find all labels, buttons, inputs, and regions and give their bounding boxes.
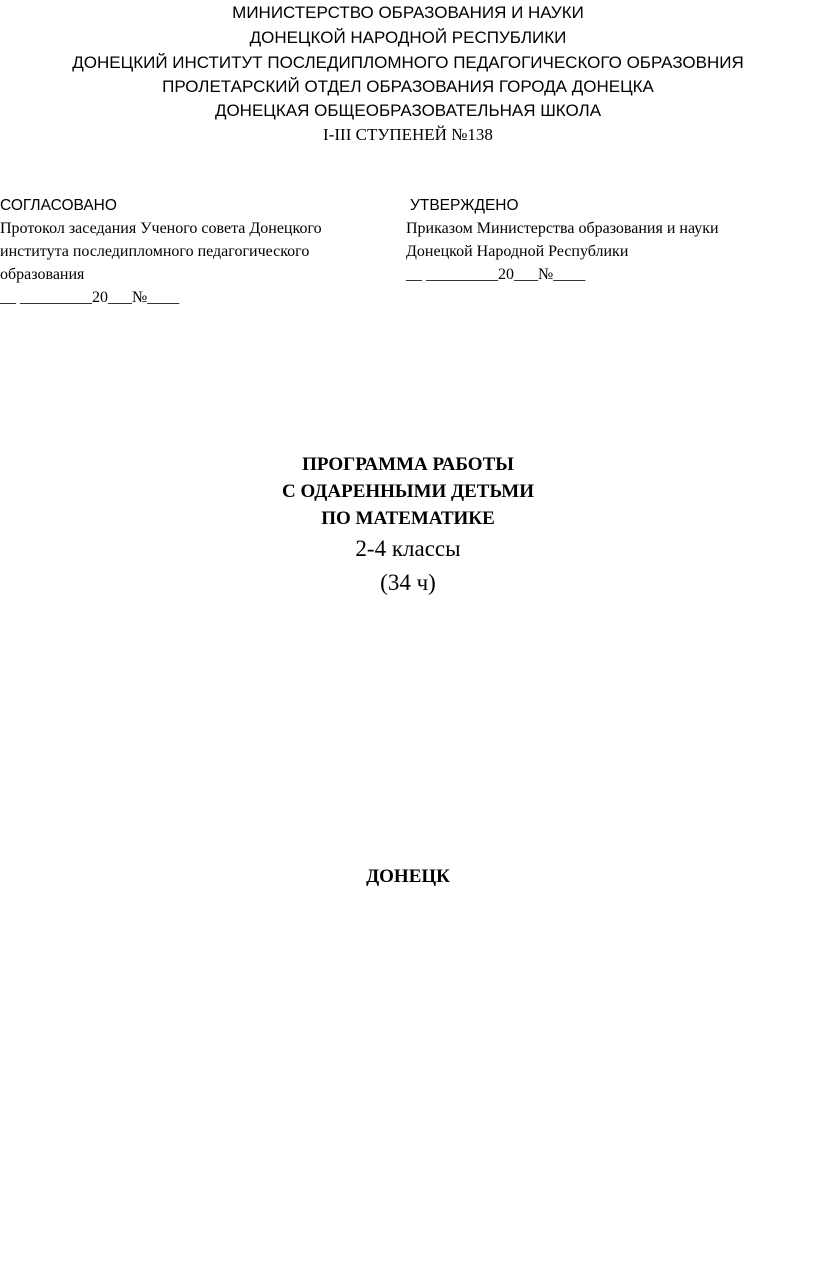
agreed-line: Протокол заседания Ученого совета Донецкого	[0, 220, 322, 237]
program-title-line: ПРОГРАММА РАБОТЫ	[302, 454, 514, 475]
header-line-school-number: І-ІІІ СТУПЕНЕЙ №138	[323, 125, 493, 144]
city-name: ДОНЕЦК	[366, 866, 450, 887]
program-title-line: ПО МАТЕМАТИКЕ	[321, 508, 495, 529]
header-line-ministry: МИНИСТЕРСТВО ОБРАЗОВАНИЯ И НАУКИ	[232, 3, 584, 22]
approved-signature-line: __ _________20___№____	[406, 266, 586, 283]
agreed-line: образования	[0, 266, 85, 283]
header-line-institute: ДОНЕЦКИЙ ИНСТИТУТ ПОСЛЕДИПЛОМНОГО ПЕДАГОГИЧЕСКОГО ОБРАЗОВНИЯ	[72, 53, 744, 72]
program-title-line: С ОДАРЕННЫМИ ДЕТЬМИ	[282, 481, 534, 502]
header-line-republic: ДОНЕЦКОЙ НАРОДНОЙ РЕСПУБЛИКИ	[249, 28, 567, 47]
approved-line: Донецкой Народной Республики	[406, 243, 629, 260]
approved-heading: УТВЕРЖДЕНО	[410, 197, 519, 214]
agreed-signature-line: __ _________20___№____	[0, 289, 180, 306]
program-hours: (34 ч)	[380, 570, 436, 595]
header-line-school: ДОНЕЦКАЯ ОБЩЕОБРАЗОВАТЕЛЬНАЯ ШКОЛА	[214, 101, 602, 120]
program-grades: 2-4 классы	[355, 536, 461, 561]
header-line-department: ПРОЛЕТАРСКИЙ ОТДЕЛ ОБРАЗОВАНИЯ ГОРОДА ДОНЕЦКА	[162, 77, 654, 96]
agreed-heading: СОГЛАСОВАНО	[0, 197, 117, 214]
agreed-line: института последипломного педагогического	[0, 243, 310, 260]
approved-line: Приказом Министерства образования и науки	[406, 220, 719, 237]
